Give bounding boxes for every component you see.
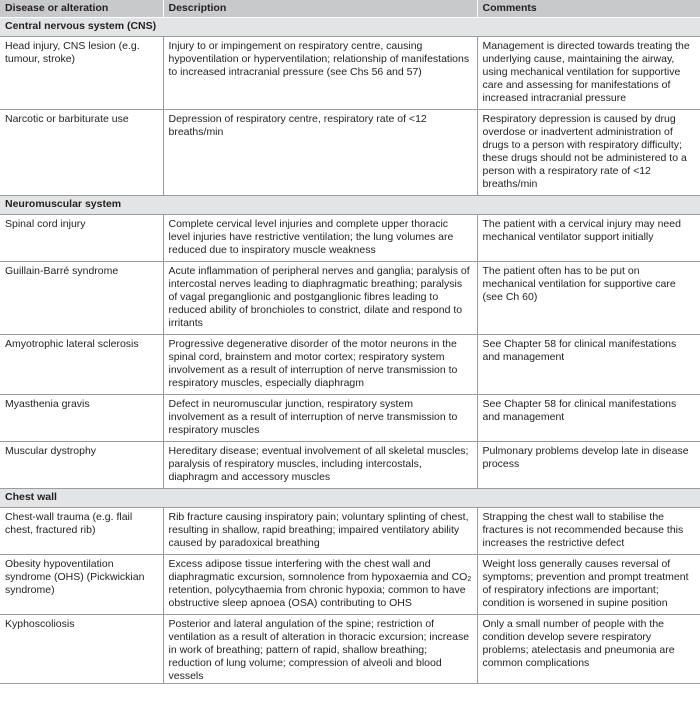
comments-cell: Strapping the chest wall to stabilise the fractures is not recommended because this increases the restrictive defect [477,508,700,555]
description-cell: Progressive degenerative disorder of the motor neurons in the spinal cord, brainstem and motor cortex; respiratory system involvement as a result of interruption of nerve transmission to respiratory muscles, especially diaphragm [163,335,477,395]
description-text-after: retention, polycythaemia from chronic hypoxia; common to have obstructive sleep apnoea (OSA) contributing to OHS [168,584,466,609]
header-disease: Disease or alteration [0,0,163,18]
header-comments: Comments [477,0,700,18]
table-row [0,442,700,489]
description-cell [163,555,477,615]
description-cell: Injury to or impingement on respiratory centre, causing hypoventilation or hyperventilation; relationship of manifestations to increased intracranial pressure (see Chs 56 and 57) [163,37,477,110]
disease-cell: Head injury, CNS lesion (e.g. tumour, stroke) [0,37,163,110]
comments-cell: Only a small number of people with the condition develop severe respiratory problems; atelectasis and pneumonia are common complications [477,615,700,684]
section-title: Chest wall [0,489,700,508]
header-row [0,0,700,18]
table-row [0,335,700,395]
header-description: Description [163,0,477,18]
table-row [0,555,700,615]
description-cell: Defect in neuromuscular junction, respiratory system involvement as a result of interruption of nerve transmission to respiratory muscles [163,395,477,442]
section-header-cns [0,18,700,37]
comments-cell: Respiratory depression is caused by drug overdose or inadvertent administration of drugs to a person with respiratory difficulty; these drugs should not be administered to a person with a respiratory rate of <12 breaths/min [477,110,700,196]
table-row [0,262,700,335]
comments-cell: Weight loss generally causes reversal of symptoms; prevention and prompt treatment of respiratory infections are important; condition is worsened in supine position [477,555,700,615]
disease-cell: Kyphoscoliosis [0,615,163,684]
description-cell: Complete cervical level injuries and complete upper thoracic level injuries have restrictive ventilation; the lung volumes are reduced due to inspiratory muscle weakness [163,215,477,262]
disease-cell: Amyotrophic lateral sclerosis [0,335,163,395]
table-row [0,37,700,110]
section-title: Central nervous system (CNS) [0,18,700,37]
disease-cell: Narcotic or barbiturate use [0,110,163,196]
description-cell: Depression of respiratory centre, respiratory rate of <12 breaths/min [163,110,477,196]
section-header-chest-wall [0,489,700,508]
description-cell: Rib fracture causing inspiratory pain; voluntary splinting of chest, resulting in shallow, rapid breathing; impaired ventilatory ability caused by paradoxical breathing [163,508,477,555]
comments-cell: The patient often has to be put on mechanical ventilation for supportive care (see Ch 60) [477,262,700,335]
table-row [0,110,700,196]
description-text-before: Excess adipose tissue interfering with the chest wall and diaphragmatic excursion, somnolence from hypoxaemia and CO [168,558,468,583]
comments-cell: Management is directed towards treating the underlying cause, maintaining the airway, using mechanical ventilation for supportive care and assessing for manifestations of increased intracranial pressure [477,37,700,110]
subscript-2: 2 [467,576,472,583]
description-cell: Acute inflammation of peripheral nerves and ganglia; paralysis of intercostal nerves leading to diaphragmatic breathing; paralysis of vagal preganglionic and postganglionic fibres leading to reduced ability of bronchioles to constrict, dilate and respond to irritants [163,262,477,335]
table-row [0,215,700,262]
comments-cell: See Chapter 58 for clinical manifestations and management [477,395,700,442]
comments-cell: Pulmonary problems develop late in disease process [477,442,700,489]
comments-cell: The patient with a cervical injury may need mechanical ventilator support initially [477,215,700,262]
disease-cell: Chest-wall trauma (e.g. flail chest, fractured rib) [0,508,163,555]
section-title: Neuromuscular system [0,196,700,215]
disease-cell: Spinal cord injury [0,215,163,262]
table-row [0,395,700,442]
disease-cell: Guillain-Barré syndrome [0,262,163,335]
disease-cell: Myasthenia gravis [0,395,163,442]
table-row [0,508,700,555]
disease-cell: Muscular dystrophy [0,442,163,489]
description-cell: Posterior and lateral angulation of the spine; restriction of ventilation as a result of alteration in thoracic excursion; increase in work of breathing; pattern of rapid, shallow breathing; reduction of lung volume; compression of alveoli and blood vessels [163,615,477,684]
description-cell: Hereditary disease; eventual involvement of all skeletal muscles; paralysis of respiratory muscles, including intercostals, diaphragm and accessory muscles [163,442,477,489]
comments-cell: See Chapter 58 for clinical manifestations and management [477,335,700,395]
section-header-neuromuscular [0,196,700,215]
table-row [0,615,700,684]
disease-cell: Obesity hypoventilation syndrome (OHS) (Pickwickian syndrome) [0,555,163,615]
